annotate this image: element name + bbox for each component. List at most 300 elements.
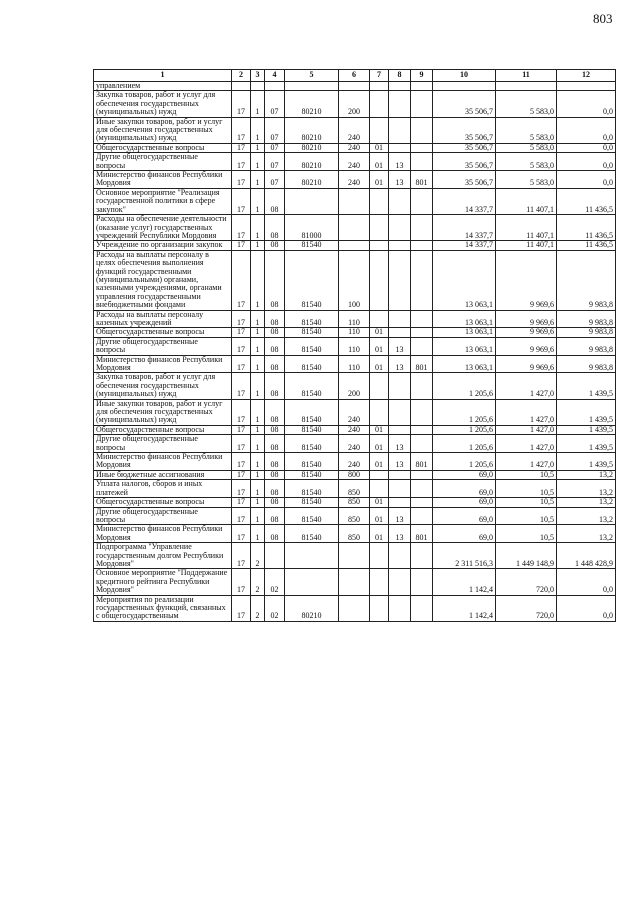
table-cell — [389, 498, 411, 507]
table-cell — [411, 399, 433, 425]
row-label-cell: Основное мероприятие "Реализация государственной политики в сфере закупок" — [94, 188, 232, 214]
table-cell: 10,5 — [496, 507, 557, 525]
table-cell: 69,0 — [433, 470, 496, 479]
table-cell — [339, 241, 370, 250]
table-cell: 1 — [251, 91, 265, 117]
table-cell: 0,0 — [557, 153, 616, 171]
table-cell — [411, 250, 433, 310]
table-cell: 08 — [265, 328, 285, 337]
row-label-cell: Министерство финансов Республики Мордовия — [94, 171, 232, 189]
table-cell: 81540 — [285, 399, 339, 425]
table-cell: 17 — [232, 328, 251, 337]
table-cell: 14 337,7 — [433, 241, 496, 250]
table-cell: 81540 — [285, 241, 339, 250]
table-cell: 01 — [370, 328, 389, 337]
table-cell: 13 063,1 — [433, 250, 496, 310]
table-cell — [411, 425, 433, 434]
column-header: 6 — [339, 70, 370, 82]
table-cell: 17 — [232, 143, 251, 152]
table-cell — [411, 241, 433, 250]
table-cell — [411, 143, 433, 152]
table-cell: 80210 — [285, 117, 339, 143]
column-header: 4 — [265, 70, 285, 82]
table-cell: 1 — [251, 498, 265, 507]
table-cell: 01 — [370, 171, 389, 189]
table-cell: 35 506,7 — [433, 117, 496, 143]
table-cell: 1 — [251, 310, 265, 328]
table-cell: 13 — [389, 435, 411, 453]
row-label-cell: Закупка товаров, работ и услуг для обеспечения государственных (муниципальных) нужд — [94, 91, 232, 117]
table-cell: 81540 — [285, 355, 339, 373]
table-cell — [557, 82, 616, 91]
column-header: 7 — [370, 70, 389, 82]
table-cell: 1 — [251, 425, 265, 434]
table-cell — [411, 595, 433, 621]
row-label-cell: Другие общегосударственные вопросы — [94, 337, 232, 355]
table-cell: 01 — [370, 453, 389, 471]
table-cell — [411, 188, 433, 214]
table-cell: 11 407,1 — [496, 241, 557, 250]
table-cell: 1 205,6 — [433, 435, 496, 453]
table-cell: 11 436,5 — [557, 188, 616, 214]
table-cell — [411, 310, 433, 328]
table-cell — [339, 569, 370, 595]
table-cell: 110 — [339, 328, 370, 337]
table-cell: 17 — [232, 310, 251, 328]
table-cell — [389, 143, 411, 152]
table-cell — [370, 543, 389, 569]
table-cell: 08 — [265, 310, 285, 328]
table-cell: 11 436,5 — [557, 215, 616, 241]
table-cell: 9 983,8 — [557, 250, 616, 310]
table-cell — [411, 215, 433, 241]
table-cell: 801 — [411, 171, 433, 189]
table-row — [94, 498, 616, 507]
table-row — [94, 373, 616, 399]
table-row — [94, 143, 616, 152]
table-cell: 2 — [251, 543, 265, 569]
column-header: 9 — [411, 70, 433, 82]
table-cell: 08 — [265, 188, 285, 214]
table-cell: 1 439,5 — [557, 425, 616, 434]
row-label-cell: Общегосударственные вопросы — [94, 498, 232, 507]
table-cell: 1 — [251, 241, 265, 250]
table-cell: 1 439,5 — [557, 435, 616, 453]
table-cell: 02 — [265, 569, 285, 595]
table-cell — [411, 435, 433, 453]
table-cell: 1 427,0 — [496, 399, 557, 425]
table-cell — [339, 188, 370, 214]
table-cell: 01 — [370, 498, 389, 507]
table-cell — [265, 543, 285, 569]
table-cell: 240 — [339, 399, 370, 425]
column-header: 2 — [232, 70, 251, 82]
table-cell: 13 — [389, 153, 411, 171]
table-cell — [285, 188, 339, 214]
table-cell: 17 — [232, 171, 251, 189]
table-row — [94, 569, 616, 595]
table-cell — [389, 569, 411, 595]
table-cell: 02 — [265, 595, 285, 621]
table-cell — [433, 82, 496, 91]
table-cell: 13,2 — [557, 525, 616, 543]
table-cell: 14 337,7 — [433, 188, 496, 214]
table-cell: 07 — [265, 117, 285, 143]
table-cell — [389, 250, 411, 310]
table-row — [94, 171, 616, 189]
table-cell: 2 — [251, 595, 265, 621]
table-cell — [411, 543, 433, 569]
table-cell: 17 — [232, 117, 251, 143]
table-cell: 9 983,8 — [557, 328, 616, 337]
table-cell: 9 969,6 — [496, 250, 557, 310]
table-cell: 13 — [389, 453, 411, 471]
table-cell: 9 983,8 — [557, 355, 616, 373]
table-cell — [389, 241, 411, 250]
table-cell: 13,2 — [557, 507, 616, 525]
table-cell — [339, 215, 370, 241]
table-cell: 80210 — [285, 91, 339, 117]
column-header: 10 — [433, 70, 496, 82]
table-row — [94, 543, 616, 569]
table-cell: 110 — [339, 355, 370, 373]
row-label-cell: Подпрограмма "Управление государственным долгом Республики Мордовия" — [94, 543, 232, 569]
table-cell — [370, 470, 389, 479]
table-cell: 69,0 — [433, 507, 496, 525]
table-cell — [389, 373, 411, 399]
table-cell: 17 — [232, 425, 251, 434]
table-cell: 35 506,7 — [433, 143, 496, 152]
table-cell: 17 — [232, 355, 251, 373]
table-cell: 08 — [265, 250, 285, 310]
table-cell: 17 — [232, 153, 251, 171]
table-row — [94, 595, 616, 621]
table-cell: 13 063,1 — [433, 337, 496, 355]
table-cell: 240 — [339, 453, 370, 471]
table-row — [94, 153, 616, 171]
page-number: 803 — [593, 11, 613, 26]
column-header: 8 — [389, 70, 411, 82]
table-cell: 08 — [265, 337, 285, 355]
table-cell: 5 583,0 — [496, 91, 557, 117]
table-cell: 1 142,4 — [433, 569, 496, 595]
table-cell: 08 — [265, 373, 285, 399]
table-cell: 01 — [370, 525, 389, 543]
table-cell: 10,5 — [496, 470, 557, 479]
table-cell: 17 — [232, 470, 251, 479]
table-cell — [389, 82, 411, 91]
row-label-cell: Министерство финансов Республики Мордовия — [94, 525, 232, 543]
table-cell — [339, 543, 370, 569]
table-cell — [285, 569, 339, 595]
table-cell: 1 205,6 — [433, 425, 496, 434]
table-cell: 13 063,1 — [433, 310, 496, 328]
table-cell: 17 — [232, 188, 251, 214]
table-cell: 80210 — [285, 171, 339, 189]
table-cell — [389, 595, 411, 621]
table-cell: 0,0 — [557, 117, 616, 143]
table-cell: 0,0 — [557, 143, 616, 152]
table-cell: 1 — [251, 453, 265, 471]
table-cell: 110 — [339, 310, 370, 328]
table-cell: 2 — [251, 569, 265, 595]
row-label-cell: Министерство финансов Республики Мордовия — [94, 355, 232, 373]
table-cell: 17 — [232, 399, 251, 425]
table-row — [94, 435, 616, 453]
table-cell — [411, 82, 433, 91]
table-cell — [389, 425, 411, 434]
table-cell: 1 — [251, 525, 265, 543]
table-row — [94, 480, 616, 498]
table-cell — [389, 117, 411, 143]
table-header-row — [94, 70, 616, 82]
table-row — [94, 355, 616, 373]
table-row — [94, 82, 616, 91]
table-cell: 08 — [265, 453, 285, 471]
table-cell — [411, 507, 433, 525]
table-cell: 1 205,6 — [433, 453, 496, 471]
table-cell: 08 — [265, 425, 285, 434]
table-cell: 17 — [232, 337, 251, 355]
column-header: 5 — [285, 70, 339, 82]
table-cell: 81540 — [285, 328, 339, 337]
table-cell: 1 — [251, 328, 265, 337]
table-cell — [232, 82, 251, 91]
table-cell: 1 205,6 — [433, 399, 496, 425]
table-cell: 08 — [265, 498, 285, 507]
row-label-cell: Основное мероприятие "Поддержание кредитного рейтинга Республики Мордовия" — [94, 569, 232, 595]
table-cell: 1 439,5 — [557, 373, 616, 399]
table-cell: 1 205,6 — [433, 373, 496, 399]
table-cell: 1 — [251, 470, 265, 479]
table-cell: 81540 — [285, 470, 339, 479]
table-cell: 13,2 — [557, 470, 616, 479]
table-cell: 9 969,6 — [496, 337, 557, 355]
table-cell: 801 — [411, 525, 433, 543]
table-cell: 35 506,7 — [433, 91, 496, 117]
table-cell: 07 — [265, 171, 285, 189]
table-cell: 801 — [411, 355, 433, 373]
table-cell: 35 506,7 — [433, 171, 496, 189]
table-cell: 1 — [251, 435, 265, 453]
table-cell: 1 427,0 — [496, 435, 557, 453]
table-row — [94, 470, 616, 479]
table-cell — [389, 399, 411, 425]
table-cell: 720,0 — [496, 595, 557, 621]
table-cell: 200 — [339, 91, 370, 117]
column-header: 11 — [496, 70, 557, 82]
table-cell: 850 — [339, 498, 370, 507]
table-cell: 81540 — [285, 435, 339, 453]
table-cell — [370, 250, 389, 310]
table-cell: 80210 — [285, 143, 339, 152]
table-cell: 1 — [251, 373, 265, 399]
table-cell — [370, 82, 389, 91]
table-cell: 801 — [411, 453, 433, 471]
table-cell: 81540 — [285, 373, 339, 399]
table-cell — [411, 117, 433, 143]
table-cell: 1 448 428,9 — [557, 543, 616, 569]
table-cell: 1 439,5 — [557, 453, 616, 471]
table-cell — [411, 337, 433, 355]
table-cell: 17 — [232, 595, 251, 621]
table-cell — [285, 543, 339, 569]
table-cell: 17 — [232, 91, 251, 117]
table-row — [94, 91, 616, 117]
table-cell: 17 — [232, 215, 251, 241]
table-cell: 11 407,1 — [496, 215, 557, 241]
table-row — [94, 188, 616, 214]
table-cell — [411, 470, 433, 479]
table-cell: 17 — [232, 453, 251, 471]
row-label-cell: Расходы на выплаты персоналу в целях обеспечения выполнения функций государственными (муниципальными) органами, казенными учреждениями, органами управления государственными внебюджетными фондами — [94, 250, 232, 310]
table-cell: 17 — [232, 507, 251, 525]
table-cell — [411, 498, 433, 507]
row-label-cell: Учреждение по организации закупок — [94, 241, 232, 250]
table-cell: 0,0 — [557, 91, 616, 117]
table-row — [94, 117, 616, 143]
row-label-cell: Другие общегосударственные вопросы — [94, 153, 232, 171]
table-cell — [339, 82, 370, 91]
row-label-cell: Мероприятия по реализации государственных функций, связанных с общегосударственным — [94, 595, 232, 621]
table-cell — [370, 595, 389, 621]
table-cell: 2 311 516,3 — [433, 543, 496, 569]
table-cell — [339, 595, 370, 621]
table-cell: 1 — [251, 143, 265, 152]
table-cell: 13 — [389, 171, 411, 189]
table-row — [94, 241, 616, 250]
table-cell: 07 — [265, 153, 285, 171]
row-label-cell: Уплата налогов, сборов и иных платежей — [94, 480, 232, 498]
table-cell: 08 — [265, 215, 285, 241]
table-cell — [389, 543, 411, 569]
row-label-cell: Другие общегосударственные вопросы — [94, 507, 232, 525]
table-cell: 69,0 — [433, 480, 496, 498]
table-cell: 9 969,6 — [496, 355, 557, 373]
table-cell: 81540 — [285, 453, 339, 471]
table-cell: 80210 — [285, 595, 339, 621]
row-label-cell: Закупка товаров, работ и услуг для обеспечения государственных (муниципальных) нужд — [94, 373, 232, 399]
table-cell — [251, 82, 265, 91]
table-cell: 240 — [339, 143, 370, 152]
row-label-cell: Иные закупки товаров, работ и услуг для обеспечения государственных (муниципальных) нужд — [94, 117, 232, 143]
table-cell: 01 — [370, 355, 389, 373]
table-cell: 07 — [265, 143, 285, 152]
row-label-cell: Расходы на выплаты персоналу казенных учреждений — [94, 310, 232, 328]
table-cell: 850 — [339, 507, 370, 525]
table-cell: 13 063,1 — [433, 355, 496, 373]
table-row — [94, 525, 616, 543]
table-cell: 17 — [232, 569, 251, 595]
table-cell: 1 — [251, 171, 265, 189]
table-cell: 17 — [232, 480, 251, 498]
table-row — [94, 215, 616, 241]
table-cell: 81540 — [285, 250, 339, 310]
table-cell: 17 — [232, 250, 251, 310]
table-cell: 81000 — [285, 215, 339, 241]
row-label-cell: Общегосударственные вопросы — [94, 328, 232, 337]
row-label-cell: Общегосударственные вопросы — [94, 143, 232, 152]
table-cell: 13,2 — [557, 480, 616, 498]
table-cell: 1 — [251, 250, 265, 310]
table-cell: 240 — [339, 435, 370, 453]
table-cell: 850 — [339, 525, 370, 543]
table-cell: 720,0 — [496, 569, 557, 595]
table-cell: 17 — [232, 525, 251, 543]
table-cell: 850 — [339, 480, 370, 498]
budget-table — [93, 69, 616, 622]
row-label-cell: Иные закупки товаров, работ и услуг для обеспечения государственных (муниципальных) нужд — [94, 399, 232, 425]
table-cell: 08 — [265, 525, 285, 543]
table-cell: 10,5 — [496, 480, 557, 498]
table-cell — [370, 188, 389, 214]
table-cell — [370, 569, 389, 595]
table-cell: 1 — [251, 355, 265, 373]
table-cell: 200 — [339, 373, 370, 399]
table-cell: 13,2 — [557, 498, 616, 507]
table-cell: 1 142,4 — [433, 595, 496, 621]
table-cell: 08 — [265, 355, 285, 373]
table-cell — [370, 310, 389, 328]
table-cell: 81540 — [285, 525, 339, 543]
table-cell — [411, 328, 433, 337]
table-cell: 17 — [232, 498, 251, 507]
row-label-cell: Другие общегосударственные вопросы — [94, 435, 232, 453]
table-cell: 10,5 — [496, 498, 557, 507]
table-cell: 240 — [339, 425, 370, 434]
table-cell: 01 — [370, 435, 389, 453]
table-cell — [389, 310, 411, 328]
row-label-cell: Министерство финансов Республики Мордовия — [94, 453, 232, 471]
table-cell: 14 337,7 — [433, 215, 496, 241]
table-cell: 240 — [339, 153, 370, 171]
table-cell: 240 — [339, 171, 370, 189]
table-cell: 01 — [370, 337, 389, 355]
table-row — [94, 453, 616, 471]
table-cell: 08 — [265, 480, 285, 498]
table-cell: 35 506,7 — [433, 153, 496, 171]
table-cell: 9 983,8 — [557, 310, 616, 328]
table-cell: 1 — [251, 399, 265, 425]
column-header: 1 — [94, 70, 232, 82]
table-row — [94, 507, 616, 525]
table-row — [94, 425, 616, 434]
table-cell — [389, 91, 411, 117]
table-cell — [389, 328, 411, 337]
row-label-cell: Иные бюджетные ассигнования — [94, 470, 232, 479]
table-cell: 240 — [339, 117, 370, 143]
table-cell: 9 969,6 — [496, 310, 557, 328]
table-cell: 13 063,1 — [433, 328, 496, 337]
table-cell — [370, 373, 389, 399]
table-body — [94, 82, 616, 622]
table-cell: 81540 — [285, 498, 339, 507]
table-cell: 0,0 — [557, 171, 616, 189]
table-cell: 81540 — [285, 310, 339, 328]
table-cell — [411, 153, 433, 171]
column-header: 3 — [251, 70, 265, 82]
table-cell: 13 — [389, 355, 411, 373]
row-label-cell: Расходы на обеспечение деятельности (оказание услуг) государственных учреждений Республики Мордовия — [94, 215, 232, 241]
table-cell: 17 — [232, 543, 251, 569]
table-cell: 13 — [389, 525, 411, 543]
table-cell: 5 583,0 — [496, 143, 557, 152]
table-cell: 08 — [265, 435, 285, 453]
table-cell: 100 — [339, 250, 370, 310]
table-row — [94, 328, 616, 337]
table-cell: 800 — [339, 470, 370, 479]
table-cell: 9 969,6 — [496, 328, 557, 337]
